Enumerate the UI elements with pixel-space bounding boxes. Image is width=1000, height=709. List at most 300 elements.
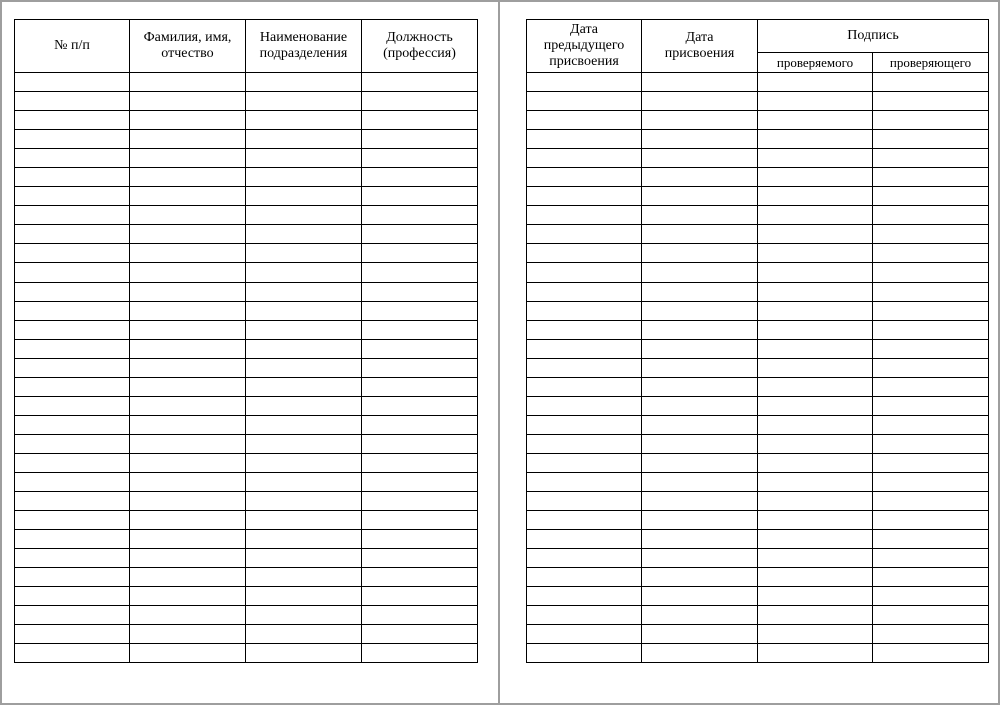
- table-cell[interactable]: [246, 92, 362, 111]
- table-cell[interactable]: [130, 358, 246, 377]
- table-cell[interactable]: [642, 396, 758, 415]
- table-cell[interactable]: [15, 244, 130, 263]
- table-cell[interactable]: [758, 625, 873, 644]
- table-cell[interactable]: [130, 206, 246, 225]
- table-cell[interactable]: [642, 568, 758, 587]
- table-cell[interactable]: [362, 415, 478, 434]
- table-row: [15, 644, 478, 663]
- table-cell[interactable]: [130, 282, 246, 301]
- table-cell[interactable]: [130, 111, 246, 130]
- table-cell[interactable]: [15, 549, 130, 568]
- table-cell[interactable]: [246, 453, 362, 472]
- table-cell[interactable]: [15, 301, 130, 320]
- table-cell[interactable]: [873, 206, 989, 225]
- table-cell[interactable]: [130, 225, 246, 244]
- table-cell[interactable]: [362, 282, 478, 301]
- table-cell[interactable]: [758, 492, 873, 511]
- table-cell[interactable]: [246, 111, 362, 130]
- table-cell[interactable]: [130, 568, 246, 587]
- table-row: [15, 587, 478, 606]
- table-cell[interactable]: [873, 434, 989, 453]
- table-row: [15, 111, 478, 130]
- table-cell[interactable]: [527, 301, 642, 320]
- table-row: [15, 377, 478, 396]
- table-cell[interactable]: [130, 168, 246, 187]
- table-cell[interactable]: [130, 339, 246, 358]
- table-cell[interactable]: [758, 111, 873, 130]
- table-cell[interactable]: [527, 168, 642, 187]
- table-cell[interactable]: [873, 111, 989, 130]
- table-row: [527, 453, 989, 472]
- table-cell[interactable]: [15, 511, 130, 530]
- table-cell[interactable]: [758, 396, 873, 415]
- table-cell[interactable]: [15, 168, 130, 187]
- table-cell[interactable]: [527, 111, 642, 130]
- table-cell[interactable]: [642, 625, 758, 644]
- table-cell[interactable]: [873, 396, 989, 415]
- table-cell[interactable]: [246, 434, 362, 453]
- table-cell[interactable]: [15, 396, 130, 415]
- table-cell[interactable]: [758, 244, 873, 263]
- table-cell[interactable]: [642, 339, 758, 358]
- table-cell[interactable]: [130, 530, 246, 549]
- table-cell[interactable]: [15, 282, 130, 301]
- table-cell[interactable]: [873, 225, 989, 244]
- table-cell[interactable]: [15, 453, 130, 472]
- table-cell[interactable]: [527, 568, 642, 587]
- table-cell[interactable]: [873, 587, 989, 606]
- table-cell[interactable]: [527, 339, 642, 358]
- table-cell[interactable]: [15, 358, 130, 377]
- table-row: [15, 168, 478, 187]
- table-cell[interactable]: [130, 644, 246, 663]
- table-cell[interactable]: [873, 282, 989, 301]
- table-cell[interactable]: [130, 301, 246, 320]
- header-signature-checked: проверяемого: [758, 53, 873, 73]
- table-row: [15, 530, 478, 549]
- table-cell[interactable]: [758, 644, 873, 663]
- table-row: [15, 320, 478, 339]
- table-cell[interactable]: [246, 530, 362, 549]
- table-cell[interactable]: [758, 587, 873, 606]
- table-cell[interactable]: [130, 492, 246, 511]
- table-cell[interactable]: [642, 472, 758, 491]
- table-row: [15, 606, 478, 625]
- table-cell[interactable]: [15, 625, 130, 644]
- table-cell[interactable]: [362, 149, 478, 168]
- table-cell[interactable]: [873, 377, 989, 396]
- table-cell[interactable]: [362, 549, 478, 568]
- table-cell[interactable]: [642, 206, 758, 225]
- table-cell[interactable]: [642, 187, 758, 206]
- table-cell[interactable]: [758, 225, 873, 244]
- table-cell[interactable]: [246, 587, 362, 606]
- table-row: [15, 206, 478, 225]
- table-cell[interactable]: [642, 225, 758, 244]
- table-cell[interactable]: [758, 549, 873, 568]
- table-cell[interactable]: [642, 301, 758, 320]
- table-cell[interactable]: [130, 606, 246, 625]
- table-cell[interactable]: [246, 358, 362, 377]
- table-cell[interactable]: [527, 92, 642, 111]
- table-cell[interactable]: [873, 358, 989, 377]
- table-cell[interactable]: [873, 606, 989, 625]
- table-cell[interactable]: [15, 339, 130, 358]
- table-cell[interactable]: [758, 187, 873, 206]
- table-cell[interactable]: [362, 587, 478, 606]
- table-row: [527, 377, 989, 396]
- table-cell[interactable]: [130, 625, 246, 644]
- table-row: [15, 301, 478, 320]
- table-row: [527, 111, 989, 130]
- header-signature-checker: проверяющего: [873, 53, 989, 73]
- table-cell[interactable]: [246, 301, 362, 320]
- table-cell[interactable]: [246, 377, 362, 396]
- table-cell[interactable]: [246, 339, 362, 358]
- table-cell[interactable]: [758, 453, 873, 472]
- table-cell[interactable]: [246, 606, 362, 625]
- table-cell[interactable]: [527, 511, 642, 530]
- table-cell[interactable]: [873, 339, 989, 358]
- table-cell[interactable]: [15, 492, 130, 511]
- table-cell[interactable]: [15, 434, 130, 453]
- table-cell[interactable]: [642, 73, 758, 92]
- table-cell[interactable]: [130, 415, 246, 434]
- table-cell[interactable]: [130, 92, 246, 111]
- table-cell[interactable]: [130, 263, 246, 282]
- table-cell[interactable]: [362, 606, 478, 625]
- table-row: [527, 492, 989, 511]
- table-cell[interactable]: [130, 472, 246, 491]
- table-cell[interactable]: [362, 73, 478, 92]
- table-row: [527, 625, 989, 644]
- table-cell[interactable]: [758, 320, 873, 339]
- table-cell[interactable]: [246, 625, 362, 644]
- table-row: [527, 358, 989, 377]
- table-cell[interactable]: [15, 606, 130, 625]
- table-cell[interactable]: [642, 492, 758, 511]
- table-cell[interactable]: [873, 492, 989, 511]
- right-page: [498, 0, 1000, 705]
- table-row: [15, 244, 478, 263]
- table-cell[interactable]: [642, 434, 758, 453]
- table-row: [527, 434, 989, 453]
- table-cell[interactable]: [758, 472, 873, 491]
- table-cell[interactable]: [527, 358, 642, 377]
- table-cell[interactable]: [873, 73, 989, 92]
- table-row: [15, 511, 478, 530]
- table-cell[interactable]: [642, 606, 758, 625]
- table-cell[interactable]: [130, 434, 246, 453]
- table-cell[interactable]: [527, 244, 642, 263]
- table-cell[interactable]: [642, 282, 758, 301]
- table-cell[interactable]: [873, 644, 989, 663]
- table-cell[interactable]: [246, 73, 362, 92]
- table-cell[interactable]: [362, 225, 478, 244]
- table-cell[interactable]: [642, 263, 758, 282]
- table-row: [15, 187, 478, 206]
- table-row: [527, 301, 989, 320]
- table-cell[interactable]: [362, 358, 478, 377]
- table-cell[interactable]: [15, 377, 130, 396]
- table-cell[interactable]: [362, 168, 478, 187]
- table-cell[interactable]: [642, 320, 758, 339]
- table-cell[interactable]: [527, 73, 642, 92]
- table-cell[interactable]: [362, 187, 478, 206]
- table-cell[interactable]: [15, 111, 130, 130]
- table-row: [15, 282, 478, 301]
- table-cell[interactable]: [15, 530, 130, 549]
- table-cell[interactable]: [758, 92, 873, 111]
- table-cell[interactable]: [758, 530, 873, 549]
- table-cell[interactable]: [758, 149, 873, 168]
- table-cell[interactable]: [758, 73, 873, 92]
- left-page: [0, 0, 500, 705]
- table-cell[interactable]: [15, 92, 130, 111]
- header-number: № п/п: [15, 20, 130, 73]
- table-cell[interactable]: [130, 377, 246, 396]
- table-cell[interactable]: [873, 149, 989, 168]
- table-cell[interactable]: [642, 149, 758, 168]
- table-cell[interactable]: [873, 263, 989, 282]
- table-cell[interactable]: [758, 282, 873, 301]
- table-cell[interactable]: [873, 320, 989, 339]
- table-cell[interactable]: [873, 530, 989, 549]
- table-cell[interactable]: [362, 644, 478, 663]
- table-cell[interactable]: [527, 263, 642, 282]
- table-cell[interactable]: [15, 130, 130, 149]
- table-cell[interactable]: [15, 187, 130, 206]
- table-cell[interactable]: [873, 130, 989, 149]
- table-cell[interactable]: [15, 225, 130, 244]
- table-cell[interactable]: [362, 625, 478, 644]
- table-cell[interactable]: [758, 339, 873, 358]
- table-cell[interactable]: [362, 530, 478, 549]
- table-cell[interactable]: [362, 434, 478, 453]
- table-cell[interactable]: [362, 111, 478, 130]
- table-cell[interactable]: [15, 472, 130, 491]
- table-cell[interactable]: [758, 301, 873, 320]
- table-cell[interactable]: [758, 511, 873, 530]
- table-cell[interactable]: [362, 320, 478, 339]
- table-row: [527, 149, 989, 168]
- table-cell[interactable]: [527, 492, 642, 511]
- table-row: [15, 396, 478, 415]
- table-cell[interactable]: [527, 225, 642, 244]
- table-cell[interactable]: [527, 453, 642, 472]
- table-row: [527, 530, 989, 549]
- table-row: [527, 168, 989, 187]
- table-cell[interactable]: [246, 472, 362, 491]
- table-cell[interactable]: [362, 396, 478, 415]
- table-cell[interactable]: [246, 263, 362, 282]
- table-cell[interactable]: [15, 149, 130, 168]
- table-cell[interactable]: [758, 568, 873, 587]
- table-row: [527, 396, 989, 415]
- table-cell[interactable]: [527, 549, 642, 568]
- table-cell[interactable]: [246, 492, 362, 511]
- table-cell[interactable]: [527, 130, 642, 149]
- table-cell[interactable]: [527, 625, 642, 644]
- table-cell[interactable]: [246, 187, 362, 206]
- table-cell[interactable]: [642, 587, 758, 606]
- table-cell[interactable]: [873, 92, 989, 111]
- table-cell[interactable]: [873, 244, 989, 263]
- table-cell[interactable]: [362, 92, 478, 111]
- table-row: [527, 92, 989, 111]
- table-cell[interactable]: [758, 377, 873, 396]
- table-cell[interactable]: [527, 606, 642, 625]
- table-cell[interactable]: [642, 358, 758, 377]
- header-row: [15, 20, 478, 73]
- table-cell[interactable]: [642, 549, 758, 568]
- header-previous-date: Дата предыдущего присвоения: [527, 20, 642, 73]
- table-cell[interactable]: [15, 320, 130, 339]
- table-cell[interactable]: [527, 206, 642, 225]
- table-cell[interactable]: [246, 320, 362, 339]
- table-cell[interactable]: [873, 301, 989, 320]
- table-cell[interactable]: [527, 320, 642, 339]
- table-cell[interactable]: [642, 415, 758, 434]
- table-cell[interactable]: [15, 73, 130, 92]
- table-cell[interactable]: [527, 587, 642, 606]
- table-cell[interactable]: [873, 168, 989, 187]
- table-cell[interactable]: [15, 206, 130, 225]
- table-cell[interactable]: [527, 415, 642, 434]
- table-cell[interactable]: [246, 644, 362, 663]
- table-cell[interactable]: [246, 396, 362, 415]
- table-cell[interactable]: [527, 530, 642, 549]
- table-cell[interactable]: [15, 568, 130, 587]
- table-row: [527, 472, 989, 491]
- table-row: [15, 415, 478, 434]
- table-cell[interactable]: [15, 644, 130, 663]
- table-cell[interactable]: [246, 225, 362, 244]
- table-cell[interactable]: [642, 530, 758, 549]
- table-cell[interactable]: [130, 587, 246, 606]
- table-cell[interactable]: [362, 453, 478, 472]
- table-cell[interactable]: [362, 568, 478, 587]
- table-cell[interactable]: [246, 130, 362, 149]
- table-row: [15, 625, 478, 644]
- table-cell[interactable]: [758, 130, 873, 149]
- table-cell[interactable]: [130, 149, 246, 168]
- table-cell[interactable]: [642, 130, 758, 149]
- table-cell[interactable]: [246, 511, 362, 530]
- table-cell[interactable]: [246, 149, 362, 168]
- table-cell[interactable]: [246, 206, 362, 225]
- table-cell[interactable]: [873, 187, 989, 206]
- table-cell[interactable]: [527, 472, 642, 491]
- table-row: [527, 644, 989, 663]
- table-cell[interactable]: [758, 606, 873, 625]
- table-cell[interactable]: [246, 168, 362, 187]
- table-cell[interactable]: [130, 130, 246, 149]
- table-cell[interactable]: [527, 434, 642, 453]
- header-row: [527, 20, 989, 53]
- table-cell[interactable]: [362, 472, 478, 491]
- table-cell[interactable]: [362, 244, 478, 263]
- header-department: Наименование подразделения: [246, 20, 362, 73]
- table-row: [15, 225, 478, 244]
- table-cell[interactable]: [642, 511, 758, 530]
- table-cell[interactable]: [873, 415, 989, 434]
- table-cell[interactable]: [246, 549, 362, 568]
- table-cell[interactable]: [130, 320, 246, 339]
- table-cell[interactable]: [15, 263, 130, 282]
- table-row: [527, 187, 989, 206]
- table-cell[interactable]: [758, 263, 873, 282]
- table-cell[interactable]: [873, 511, 989, 530]
- table-row: [15, 130, 478, 149]
- table-cell[interactable]: [758, 206, 873, 225]
- table-cell[interactable]: [362, 377, 478, 396]
- table-cell[interactable]: [527, 396, 642, 415]
- table-cell[interactable]: [758, 358, 873, 377]
- table-cell[interactable]: [130, 396, 246, 415]
- table-cell[interactable]: [758, 434, 873, 453]
- table-cell[interactable]: [642, 168, 758, 187]
- table-cell[interactable]: [362, 492, 478, 511]
- table-cell[interactable]: [362, 206, 478, 225]
- table-cell[interactable]: [873, 472, 989, 491]
- table-cell[interactable]: [130, 244, 246, 263]
- table-cell[interactable]: [873, 568, 989, 587]
- table-cell[interactable]: [15, 587, 130, 606]
- table-cell[interactable]: [527, 377, 642, 396]
- table-cell[interactable]: [362, 511, 478, 530]
- table-cell[interactable]: [246, 244, 362, 263]
- table-body: [15, 73, 478, 663]
- table-row: [15, 472, 478, 491]
- header-assignment-date: Дата присвоения: [642, 20, 758, 73]
- table-cell[interactable]: [15, 415, 130, 434]
- table-cell[interactable]: [758, 415, 873, 434]
- table-row: [527, 130, 989, 149]
- table-cell[interactable]: [246, 415, 362, 434]
- table-cell[interactable]: [130, 73, 246, 92]
- table-cell[interactable]: [873, 549, 989, 568]
- table-cell[interactable]: [873, 625, 989, 644]
- table-cell[interactable]: [246, 282, 362, 301]
- table-cell[interactable]: [527, 644, 642, 663]
- table-cell[interactable]: [527, 187, 642, 206]
- table-cell[interactable]: [527, 149, 642, 168]
- table-row: [527, 206, 989, 225]
- table-cell[interactable]: [130, 549, 246, 568]
- table-cell[interactable]: [642, 453, 758, 472]
- table-row: [15, 92, 478, 111]
- table-cell[interactable]: [873, 453, 989, 472]
- table-body: [527, 73, 989, 663]
- table-cell[interactable]: [642, 377, 758, 396]
- table-cell[interactable]: [642, 644, 758, 663]
- table-cell[interactable]: [362, 263, 478, 282]
- table-cell[interactable]: [246, 568, 362, 587]
- table-cell[interactable]: [527, 282, 642, 301]
- table-cell[interactable]: [362, 130, 478, 149]
- table-cell[interactable]: [130, 453, 246, 472]
- table-cell[interactable]: [758, 168, 873, 187]
- table-cell[interactable]: [362, 339, 478, 358]
- table-cell[interactable]: [642, 92, 758, 111]
- table-cell[interactable]: [130, 511, 246, 530]
- table-cell[interactable]: [130, 187, 246, 206]
- table-cell[interactable]: [642, 244, 758, 263]
- table-cell[interactable]: [362, 301, 478, 320]
- table-row: [527, 73, 989, 92]
- table-cell[interactable]: [642, 111, 758, 130]
